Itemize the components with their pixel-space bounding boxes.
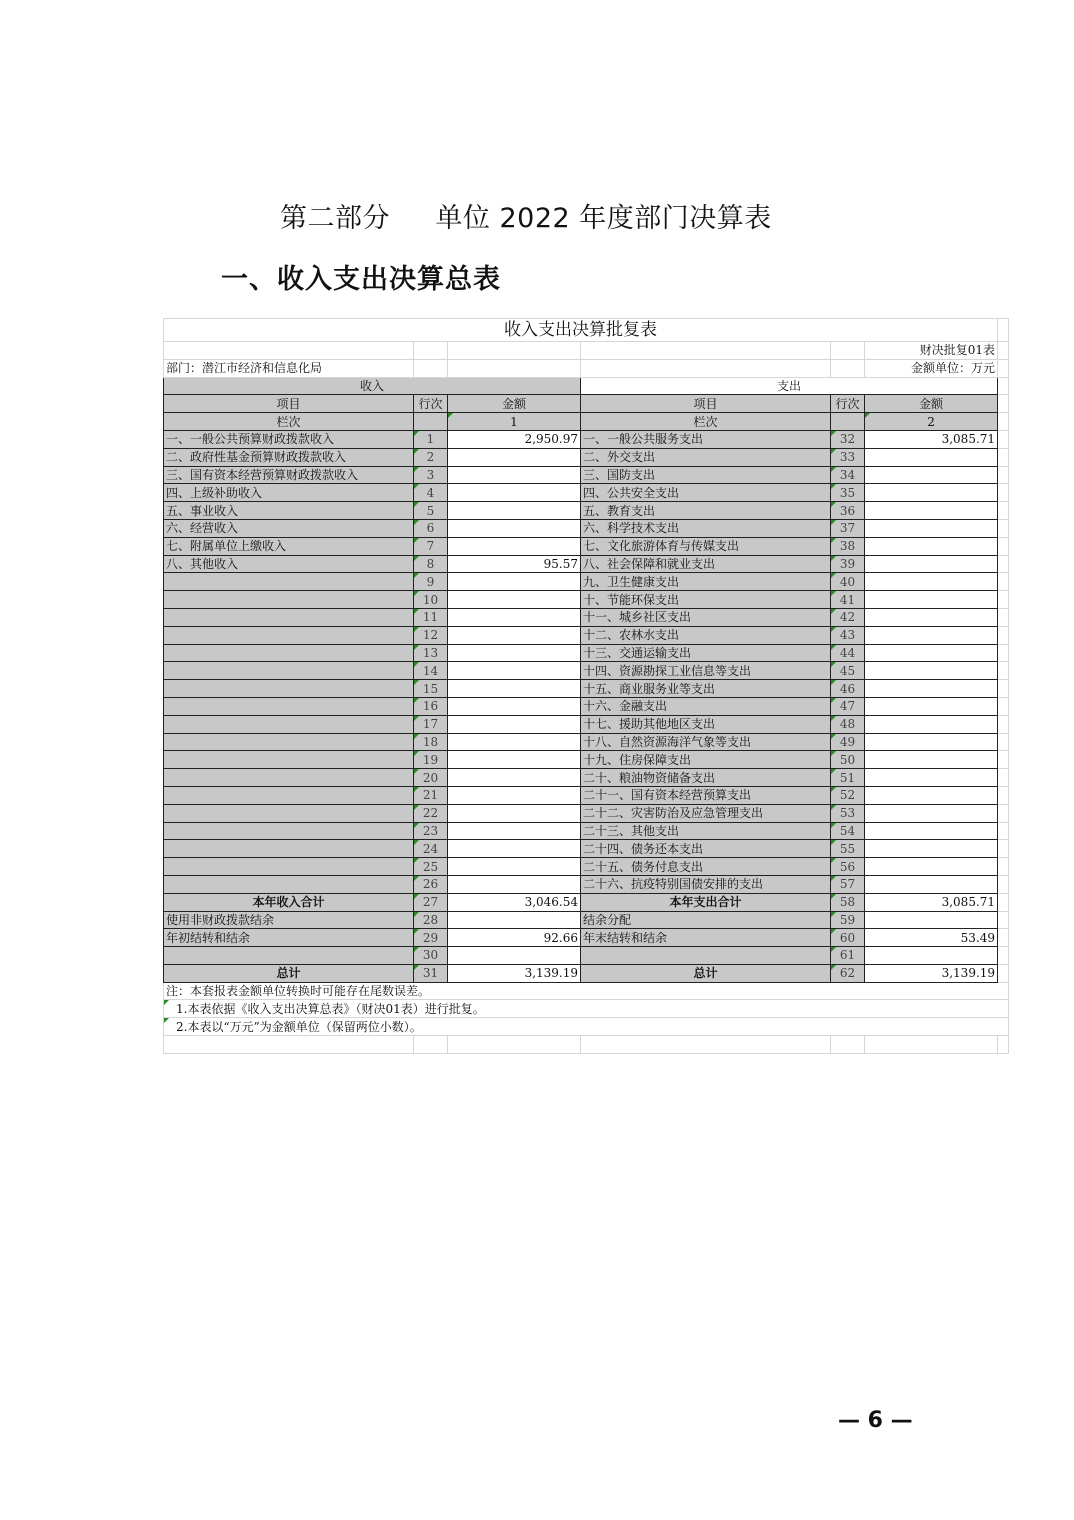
income-line-cell: 29 — [414, 929, 448, 947]
expense-item-cell: 三、国防支出 — [581, 466, 831, 484]
expense-amount-cell — [865, 537, 998, 555]
expense-item-cell: 二十三、其他支出 — [581, 822, 831, 840]
income-line-cell: 9 — [414, 573, 448, 591]
expense-line-cell: 48 — [831, 715, 865, 733]
table-row — [164, 591, 1009, 609]
table-row — [164, 697, 1009, 715]
table-note: 1.本表依据《收入支出决算总表》（财决01表）进行批复。 — [164, 1000, 1009, 1018]
table-row — [164, 929, 1009, 947]
expense-item-cell: 五、教育支出 — [581, 502, 831, 520]
expense-amount-cell — [865, 484, 998, 502]
income-line-cell: 11 — [414, 608, 448, 626]
expense-line-cell: 36 — [831, 502, 865, 520]
expense-line-cell: 62 — [831, 964, 865, 982]
income-item-cell — [164, 715, 414, 733]
table-note: 注：本套报表金额单位转换时可能存在尾数误差。 — [164, 982, 1009, 1000]
expense-line-cell: 40 — [831, 573, 865, 591]
income-amount-cell — [448, 680, 581, 698]
page-heading: 第二部分 单位 2022 年度部门决算表 — [280, 203, 772, 234]
expense-item-cell: 十五、商业服务业等支出 — [581, 680, 831, 698]
income-amount-cell: 92.66 — [448, 929, 581, 947]
expense-line-cell: 55 — [831, 840, 865, 858]
section-heading: 一、收入支出决算总表 — [221, 264, 501, 295]
income-line-cell: 1 — [414, 430, 448, 448]
expense-line-cell: 44 — [831, 644, 865, 662]
expense-item-cell: 十六、金融支出 — [581, 697, 831, 715]
table-row — [164, 662, 1009, 680]
form-number: 财决批复01表 — [865, 342, 998, 360]
income-header: 收入 — [164, 377, 581, 395]
income-amount-cell — [448, 822, 581, 840]
income-line-cell: 8 — [414, 555, 448, 573]
expense-line-cell: 37 — [831, 519, 865, 537]
expense-item-cell: 结余分配 — [581, 911, 831, 929]
expense-header: 支出 — [581, 377, 998, 395]
col-number-1: 1 — [448, 413, 581, 431]
expense-line-cell: 47 — [831, 697, 865, 715]
income-line-cell: 30 — [414, 947, 448, 965]
expense-line-cell: 33 — [831, 448, 865, 466]
table-row — [164, 448, 1009, 466]
income-item-cell — [164, 680, 414, 698]
expense-line-cell: 38 — [831, 537, 865, 555]
table-row — [164, 608, 1009, 626]
income-item-cell — [164, 751, 414, 769]
col-header-item: 项目 — [164, 395, 414, 413]
income-amount-cell: 3,046.54 — [448, 893, 581, 911]
income-amount-cell — [448, 591, 581, 609]
expense-amount-cell — [865, 911, 998, 929]
income-item-cell: 六、经营收入 — [164, 519, 414, 537]
income-item-cell: 一、一般公共预算财政拨款收入 — [164, 430, 414, 448]
expense-amount-cell — [865, 875, 998, 893]
table-row — [164, 519, 1009, 537]
income-item-cell — [164, 733, 414, 751]
income-item-cell — [164, 662, 414, 680]
income-amount-cell — [448, 448, 581, 466]
income-amount-cell — [448, 769, 581, 787]
income-amount-cell: 2,950.97 — [448, 430, 581, 448]
expense-line-cell: 54 — [831, 822, 865, 840]
expense-line-cell: 58 — [831, 893, 865, 911]
income-amount-cell — [448, 947, 581, 965]
expense-amount-cell — [865, 715, 998, 733]
expense-amount-cell: 3,139.19 — [865, 964, 998, 982]
income-amount-cell — [448, 786, 581, 804]
income-amount-cell — [448, 715, 581, 733]
expense-item-cell — [581, 947, 831, 965]
table-row — [164, 537, 1009, 555]
col-header-item: 项目 — [581, 395, 831, 413]
table-row — [164, 751, 1009, 769]
income-line-cell: 12 — [414, 626, 448, 644]
table-row — [164, 947, 1009, 965]
income-line-cell: 22 — [414, 804, 448, 822]
income-amount-cell — [448, 911, 581, 929]
col-header-amount: 金额 — [865, 395, 998, 413]
income-item-cell — [164, 573, 414, 591]
income-item-cell: 年初结转和结余 — [164, 929, 414, 947]
expense-amount-cell — [865, 626, 998, 644]
income-line-cell: 16 — [414, 697, 448, 715]
expense-amount-cell — [865, 769, 998, 787]
col-header-lanci: 栏次 — [581, 413, 831, 431]
income-item-cell: 八、其他收入 — [164, 555, 414, 573]
table-note: 2.本表以“万元”为金额单位（保留两位小数）。 — [164, 1018, 1009, 1036]
expense-line-cell: 56 — [831, 858, 865, 876]
income-item-cell — [164, 591, 414, 609]
table-row — [164, 786, 1009, 804]
income-item-cell — [164, 786, 414, 804]
expense-item-cell: 十、节能环保支出 — [581, 591, 831, 609]
table-row — [164, 964, 1009, 982]
expense-amount-cell: 53.49 — [865, 929, 998, 947]
expense-line-cell: 46 — [831, 680, 865, 698]
income-amount-cell — [448, 608, 581, 626]
expense-line-cell: 43 — [831, 626, 865, 644]
expense-item-cell: 二十一、国有资本经营预算支出 — [581, 786, 831, 804]
expense-amount-cell — [865, 697, 998, 715]
table-row — [164, 680, 1009, 698]
income-amount-cell — [448, 484, 581, 502]
table-row — [164, 715, 1009, 733]
income-item-cell: 总计 — [164, 964, 414, 982]
income-amount-cell — [448, 733, 581, 751]
income-item-cell — [164, 858, 414, 876]
table-row — [164, 769, 1009, 787]
income-amount-cell — [448, 751, 581, 769]
income-line-cell: 21 — [414, 786, 448, 804]
income-item-cell: 三、国有资本经营预算财政拨款收入 — [164, 466, 414, 484]
income-item-cell: 五、事业收入 — [164, 502, 414, 520]
income-expense-table — [163, 318, 1009, 1054]
expense-item-cell: 总计 — [581, 964, 831, 982]
expense-amount-cell — [865, 644, 998, 662]
expense-line-cell: 39 — [831, 555, 865, 573]
expense-item-cell: 二十、粮油物资储备支出 — [581, 769, 831, 787]
income-item-cell — [164, 875, 414, 893]
table-row — [164, 502, 1009, 520]
table-row — [164, 893, 1009, 911]
income-amount-cell: 95.57 — [448, 555, 581, 573]
expense-amount-cell — [865, 680, 998, 698]
expense-item-cell: 十二、农林水支出 — [581, 626, 831, 644]
income-line-cell: 14 — [414, 662, 448, 680]
unit-label: 金额单位：万元 — [865, 359, 998, 377]
expense-amount-cell — [865, 751, 998, 769]
income-amount-cell — [448, 662, 581, 680]
col-number-2: 2 — [865, 413, 998, 431]
income-amount-cell — [448, 644, 581, 662]
income-amount-cell — [448, 697, 581, 715]
income-line-cell: 28 — [414, 911, 448, 929]
table-title: 收入支出决算批复表 — [164, 319, 998, 342]
expense-amount-cell — [865, 786, 998, 804]
table-row — [164, 555, 1009, 573]
expense-amount-cell — [865, 555, 998, 573]
income-line-cell: 23 — [414, 822, 448, 840]
income-amount-cell — [448, 626, 581, 644]
income-line-cell: 5 — [414, 502, 448, 520]
expense-item-cell: 十八、自然资源海洋气象等支出 — [581, 733, 831, 751]
expense-item-cell: 十三、交通运输支出 — [581, 644, 831, 662]
expense-line-cell: 60 — [831, 929, 865, 947]
income-amount-cell — [448, 875, 581, 893]
expense-amount-cell — [865, 822, 998, 840]
expense-line-cell: 51 — [831, 769, 865, 787]
department-label: 部门：潜江市经济和信息化局 — [164, 359, 414, 377]
expense-amount-cell — [865, 591, 998, 609]
expense-amount-cell — [865, 804, 998, 822]
expense-line-cell: 42 — [831, 608, 865, 626]
income-amount-cell — [448, 466, 581, 484]
expense-line-cell: 61 — [831, 947, 865, 965]
expense-amount-cell — [865, 466, 998, 484]
expense-line-cell: 45 — [831, 662, 865, 680]
income-line-cell: 27 — [414, 893, 448, 911]
income-line-cell: 10 — [414, 591, 448, 609]
income-line-cell: 25 — [414, 858, 448, 876]
expense-amount-cell — [865, 573, 998, 591]
col-header-amount: 金额 — [448, 395, 581, 413]
expense-amount-cell — [865, 733, 998, 751]
col-header-line: 行次 — [414, 395, 448, 413]
expense-amount-cell — [865, 662, 998, 680]
expense-item-cell: 九、卫生健康支出 — [581, 573, 831, 591]
income-item-cell — [164, 608, 414, 626]
table-row — [164, 430, 1009, 448]
income-line-cell: 18 — [414, 733, 448, 751]
expense-line-cell: 59 — [831, 911, 865, 929]
income-item-cell: 七、附属单位上缴收入 — [164, 537, 414, 555]
income-amount-cell — [448, 804, 581, 822]
income-line-cell: 20 — [414, 769, 448, 787]
expense-item-cell: 十四、资源勘探工业信息等支出 — [581, 662, 831, 680]
table-row — [164, 804, 1009, 822]
table-row — [164, 573, 1009, 591]
expense-item-cell: 二、外交支出 — [581, 448, 831, 466]
expense-item-cell: 六、科学技术支出 — [581, 519, 831, 537]
expense-item-cell: 十一、城乡社区支出 — [581, 608, 831, 626]
table-row — [164, 840, 1009, 858]
expense-item-cell: 二十五、债务付息支出 — [581, 858, 831, 876]
expense-line-cell: 50 — [831, 751, 865, 769]
income-amount-cell — [448, 502, 581, 520]
income-line-cell: 17 — [414, 715, 448, 733]
income-item-cell — [164, 697, 414, 715]
table-row — [164, 644, 1009, 662]
expense-line-cell: 52 — [831, 786, 865, 804]
expense-line-cell: 57 — [831, 875, 865, 893]
income-line-cell: 4 — [414, 484, 448, 502]
expense-item-cell: 七、文化旅游体育与传媒支出 — [581, 537, 831, 555]
page-number: — 6 — — [838, 1408, 913, 1433]
expense-line-cell: 34 — [831, 466, 865, 484]
expense-amount-cell: 3,085.71 — [865, 893, 998, 911]
table-row — [164, 466, 1009, 484]
expense-item-cell: 二十二、灾害防治及应急管理支出 — [581, 804, 831, 822]
income-item-cell — [164, 804, 414, 822]
expense-line-cell: 41 — [831, 591, 865, 609]
expense-amount-cell: 3,085.71 — [865, 430, 998, 448]
expense-item-cell: 年末结转和结余 — [581, 929, 831, 947]
income-item-cell — [164, 947, 414, 965]
expense-line-cell: 32 — [831, 430, 865, 448]
expense-amount-cell — [865, 608, 998, 626]
expense-amount-cell — [865, 448, 998, 466]
income-item-cell — [164, 644, 414, 662]
income-line-cell: 2 — [414, 448, 448, 466]
expense-amount-cell — [865, 947, 998, 965]
income-line-cell: 15 — [414, 680, 448, 698]
income-item-cell — [164, 626, 414, 644]
income-item-cell: 二、政府性基金预算财政拨款收入 — [164, 448, 414, 466]
expense-item-cell: 本年支出合计 — [581, 893, 831, 911]
expense-line-cell: 53 — [831, 804, 865, 822]
approval-sheet — [163, 318, 1008, 1054]
table-row — [164, 484, 1009, 502]
col-header-lanci: 栏次 — [164, 413, 414, 431]
income-item-cell: 本年收入合计 — [164, 893, 414, 911]
expense-item-cell: 二十六、抗疫特别国债安排的支出 — [581, 875, 831, 893]
table-row — [164, 733, 1009, 751]
income-amount-cell — [448, 858, 581, 876]
income-amount-cell — [448, 537, 581, 555]
income-amount-cell — [448, 519, 581, 537]
income-line-cell: 26 — [414, 875, 448, 893]
table-row — [164, 858, 1009, 876]
income-item-cell: 使用非财政拨款结余 — [164, 911, 414, 929]
expense-line-cell: 35 — [831, 484, 865, 502]
expense-amount-cell — [865, 519, 998, 537]
expense-amount-cell — [865, 840, 998, 858]
income-item-cell: 四、上级补助收入 — [164, 484, 414, 502]
income-line-cell: 19 — [414, 751, 448, 769]
expense-item-cell: 四、公共安全支出 — [581, 484, 831, 502]
income-line-cell: 6 — [414, 519, 448, 537]
income-item-cell — [164, 769, 414, 787]
income-line-cell: 31 — [414, 964, 448, 982]
expense-amount-cell — [865, 502, 998, 520]
expense-amount-cell — [865, 858, 998, 876]
income-line-cell: 24 — [414, 840, 448, 858]
income-line-cell: 13 — [414, 644, 448, 662]
income-line-cell: 3 — [414, 466, 448, 484]
table-row — [164, 822, 1009, 840]
col-header-line: 行次 — [831, 395, 865, 413]
table-row — [164, 911, 1009, 929]
income-amount-cell — [448, 840, 581, 858]
expense-item-cell: 十七、援助其他地区支出 — [581, 715, 831, 733]
income-item-cell — [164, 822, 414, 840]
expense-item-cell: 一、一般公共服务支出 — [581, 430, 831, 448]
income-amount-cell — [448, 573, 581, 591]
expense-item-cell: 十九、住房保障支出 — [581, 751, 831, 769]
table-row — [164, 875, 1009, 893]
table-row — [164, 626, 1009, 644]
expense-line-cell: 49 — [831, 733, 865, 751]
income-line-cell: 7 — [414, 537, 448, 555]
expense-item-cell: 八、社会保障和就业支出 — [581, 555, 831, 573]
expense-item-cell: 二十四、债务还本支出 — [581, 840, 831, 858]
income-amount-cell: 3,139.19 — [448, 964, 581, 982]
income-item-cell — [164, 840, 414, 858]
